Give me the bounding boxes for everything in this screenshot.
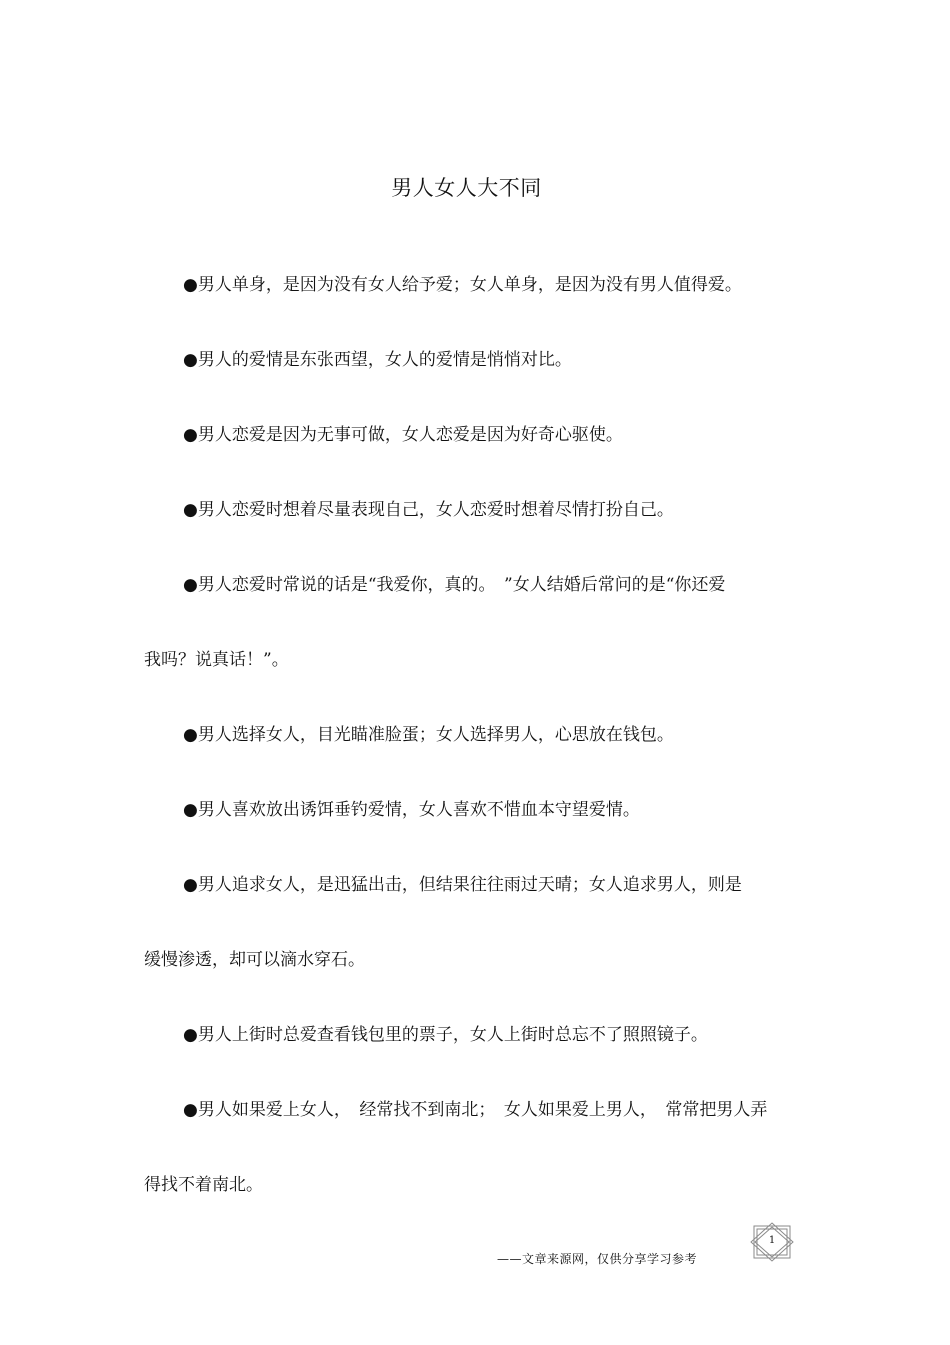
- paragraph-line-6: 我吗？说真话！”。: [144, 650, 289, 670]
- paragraph-line-12: ●男人如果爱上女人， 经常找不到南北； 女人如果爱上男人， 常常把男人弄: [183, 1100, 768, 1120]
- page-number: 1: [768, 1235, 776, 1246]
- paragraph-line-3: ●男人恋爱是因为无事可做，女人恋爱是因为好奇心驱使。: [183, 425, 623, 445]
- paragraph-line-13: 得找不着南北。: [144, 1175, 263, 1195]
- paragraph-line-5: ●男人恋爱时常说的话是“我爱你，真的。 ”女人结婚后常问的是“你还爱: [183, 575, 726, 595]
- document-title: 男人女人大不同: [391, 176, 542, 200]
- source-note: ——文章来源网，仅供分享学习参考: [497, 1252, 698, 1266]
- page-number-badge: [749, 1222, 795, 1262]
- paragraph-line-4: ●男人恋爱时想着尽量表现自己，女人恋爱时想着尽情打扮自己。: [183, 500, 674, 520]
- document-body: [144, 263, 804, 1238]
- paragraph-line-7: ●男人选择女人，目光瞄准脸蛋；女人选择男人，心思放在钱包。: [183, 725, 674, 745]
- paragraph-line-9: ●男人追求女人，是迅猛出击，但结果往往雨过天晴；女人追求男人，则是: [183, 875, 742, 895]
- paragraph-line-1: ●男人单身，是因为没有女人给予爱；女人单身，是因为没有男人值得爱。: [183, 275, 742, 295]
- paragraph-line-10: 缓慢渗透，却可以滴水穿石。: [144, 950, 365, 970]
- paragraph-line-8: ●男人喜欢放出诱饵垂钓爱情，女人喜欢不惜血本守望爱情。: [183, 800, 640, 820]
- paragraph-line-11: ●男人上街时总爱查看钱包里的票子，女人上街时总忘不了照照镜子。: [183, 1025, 708, 1045]
- paragraph-line-2: ●男人的爱情是东张西望，女人的爱情是悄悄对比。: [183, 350, 572, 370]
